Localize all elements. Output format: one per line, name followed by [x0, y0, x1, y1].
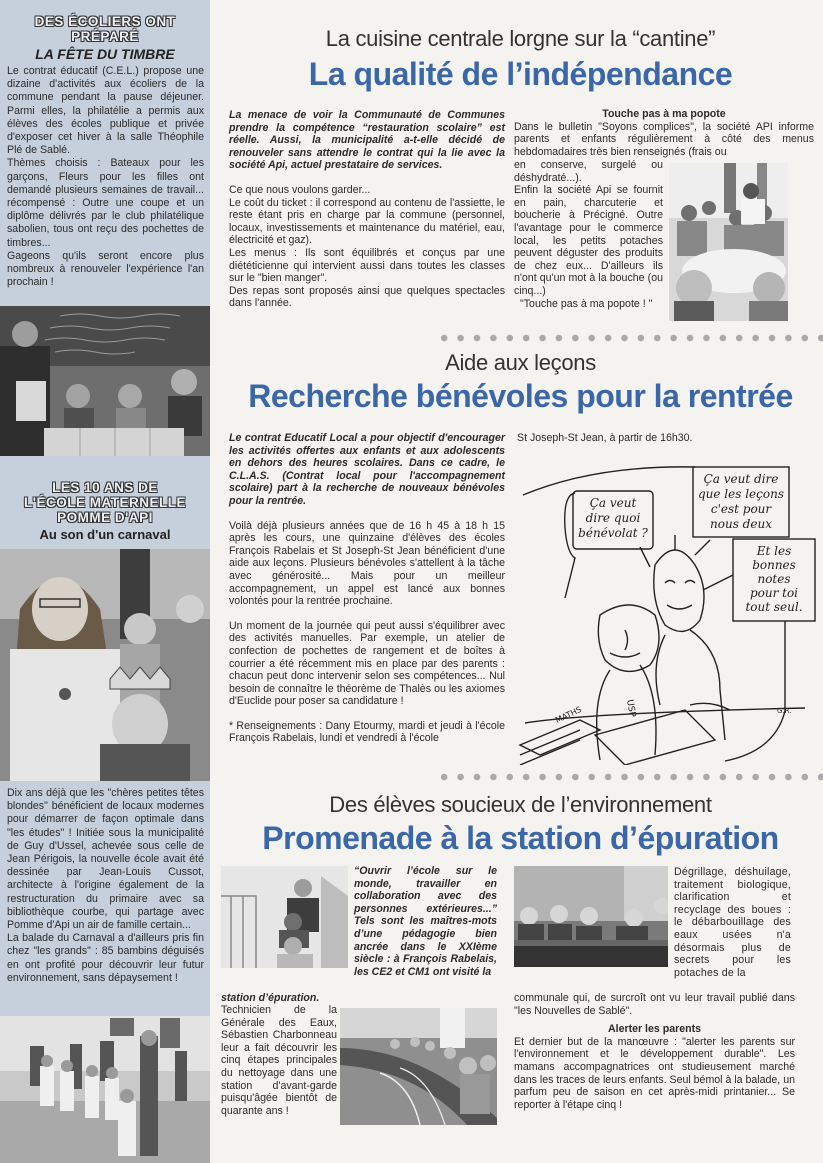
paragraph: Des repas sont proposés ainsi que quelques spectacles dans l'année.: [229, 284, 505, 310]
carnival-children-photo: [0, 549, 210, 781]
speech-bubble-text: que les leçons: [697, 487, 785, 501]
paragraph: Dix ans déjà que les "chères petites têtes blondes" bénéficient de locaux modernes pour démarrer de façon optimale dans "les études" ! Initiée sous la municipalité de Guy d'Ussel, achevée sous celle de Jean Périgois, la nouvelle école avait été dessinée par Jean-Louis Cussot, architecte à l'origine également de la restructuration du primaire avec sa bibliothèque courbe, qui partage avec Pomme d'Api un air de famille certain...: [7, 787, 204, 932]
sidebar-article-stamp-fair: [0, 0, 210, 289]
article-lead-continued: station d’épuration.: [221, 992, 320, 1004]
paragraph: Un moment de la journée qui peut aussi s'équilibrer avec des activités manuelles. Par exemple, un atelier de confection de pochettes de rangement et de boîtes à courrier a été récemment mis en place par des parents : chacun peut donc intervenir selon ses compétences... Nul besoin de connaître le théorème de Thalès ou les axiomes d'Euclide pour poser sa candidature !: [229, 619, 505, 708]
paragraph: Ce que nous voulons garder...: [229, 183, 371, 196]
article-left-column: [229, 432, 505, 745]
article-right-column: [514, 108, 814, 158]
speech-bubble-text: tout seul.: [745, 600, 803, 614]
article-kicker: Aide aux leçons: [445, 350, 596, 375]
sidebar-article-title-line: PRÉPARÉ: [71, 29, 139, 44]
sidebar-article-subtitle: Au son d'un carnaval: [39, 527, 171, 542]
article-left-column: [221, 992, 497, 1005]
speech-bubble-text: bénévolat ?: [578, 526, 648, 540]
speech-bubble-text: Ça veut dire: [703, 472, 779, 486]
paragraph: en conserve, surgelé ou déshydraté...).: [514, 159, 663, 184]
paragraph: Enfin la société Api se fournit en pain, charcuterie et boucherie à Précigné. Outre l'avantage pour le commerce local, les petits potaches peuvent déguster des produits de chez eux... D'ailleurs ils n'ont qu'un mot à la bouche (ou cinq...): [514, 184, 663, 297]
sidebar-article-body: [0, 784, 210, 985]
article-lead: Le contrat Educatif Local a pour objectif d'encourager les activités offertes aux enfants et aux adolescents en dehors des heures scolaires. Dans ce cadre, le C.L.A.S. (Contrat local pour l'accompagnement scolaire) part à la recherche de nouveaux bénévoles pour la rentrée.: [229, 432, 505, 507]
article-subhead: Touche pas à ma popote: [602, 108, 726, 120]
sidebar: [0, 0, 210, 1163]
cartoon-illustration: [515, 455, 820, 765]
article-headline: La qualité de l’indépendance: [308, 56, 733, 92]
article-left-wrap-column: [221, 1004, 337, 1117]
speech-bubble-text: Et les: [756, 544, 792, 558]
speech-bubble-text: dire quoi: [585, 511, 641, 525]
teacher-and-students-on-stairs-photo: [221, 866, 348, 968]
shirt-text: USP: [624, 698, 637, 718]
article-left-column: [229, 109, 505, 310]
book-label: MATHS: [554, 704, 583, 725]
paragraph: Le coût du ticket : il correspond au contenu de l'assiette, le reste étant pris en charge par la commune (personnel, locaux, investissements et maintenance du matériel, eau, électricité et gaz).: [229, 196, 505, 247]
sidebar-article-title-line: LES 10 ANS DE: [52, 480, 158, 495]
students-at-water-tank-photo: [514, 866, 668, 967]
paragraph: communale qui, de surcroît ont vu leur travail publié dans "les Nouvelles de Sablé".: [514, 992, 795, 1017]
paragraph: Dans le bulletin "Soyons complices", la société API informe parents et enfants régulièrement à côté des menus hebdomadaires très bien renseignés (frais ou: [514, 120, 814, 158]
paragraph: Dégrillage, déshuilage, traitement biologique, clarification et recyclage des boues : le débarbouillage des eaux usées n'a désormais plus de secrets pour les potaches de la: [674, 866, 791, 979]
paragraph: Les menus : Ils sont équilibrés et conçus par une diététicienne qui intervient aussi dans toutes les classes sur le "bien manger".: [229, 246, 505, 285]
paragraph: Thèmes choisis : Bateaux pour les garçons, Fleurs pour les filles ont demandé plusieurs semaines de travail... récompensé : Outre une coupe et un diplôme délivrés par le club philatélique sabolien, tous ont reçu des pochettes de timbres...: [7, 157, 204, 249]
article-right-wrap-column: [674, 866, 791, 979]
section-divider: [436, 773, 823, 781]
speech-bubble-text: notes: [757, 572, 791, 586]
article-headline: Promenade à la station d’épuration: [262, 820, 779, 856]
paragraph: Technicien de la Générale des Eaux, Sébastien Charbonneau leur a fait découvrir les cinq étapes principales du nettoyage dans une station d'avant-garde puisqu'âgée bientôt de quarante ans !: [221, 1004, 337, 1117]
paragraph: * Renseignements : Dany Etourmy, mardi et jeudi à l'école François Rabelais, lundi et vendredi à l'école: [229, 719, 505, 745]
article-subhead: Alerter les parents: [607, 1023, 702, 1036]
speech-bubble-text: bonnes: [752, 558, 796, 572]
sidebar-article-body: [0, 62, 210, 289]
artist-signature: G.R.: [777, 707, 792, 715]
article-lead: “Ouvrir l’école sur le monde, travailler en collaboration avec des personnes extérieures...” Tels sont les maîtres-mots d’une pédagogie bien ancrée dans le XXIème siècle : à François Rabelais, les CE2 et CM1 ont visité la: [354, 865, 497, 978]
article-right-column: [514, 992, 795, 1111]
sidebar-article-title-line: POMME D'API: [57, 510, 153, 525]
paragraph: Et dernier but de la manœuvre : "alerter les parents sur l'environnement et le développement durable". Les mamans accompagnatrices ont studieusement marché dans les traces de leurs enfants. Seul bémol à la balade, un parfum peu de saison en cet après-midi printanier... Se reporter à l'étape cinq !: [514, 1035, 795, 1111]
paragraph: St Joseph-St Jean, à partir de 16h30.: [517, 432, 693, 444]
students-at-basin-railing-photo: [340, 1008, 497, 1125]
article-kicker: La cuisine centrale lorgne sur la “cantine”: [325, 26, 716, 51]
article-lead-column: [354, 865, 497, 978]
article-headline: Recherche bénévoles pour la rentrée: [248, 378, 793, 414]
paragraph: Le contrat éducatif (C.E.L.) propose une dizaine d'activités aux écoliers de la commune pendant la pause déjeuner. Parmi elles, la philatélie a permis aux élèves des écoles publique et privée d'exposer cet hiver à la salle Théophile Plé de Sablé.: [7, 65, 204, 157]
article-right-wrap-column: [514, 159, 663, 310]
section-divider: [436, 334, 823, 342]
speech-bubble-text: nous deux: [710, 517, 772, 531]
article-lead: La menace de voir la Communauté de Communes prendre la compétence “restauration scolaire” est réelle. Aussi, la municipalité a-t-elle décidé de renouveler sans attendre le contrat qui la lie avec la société Api, actuel prestataire de services.: [229, 109, 505, 172]
sidebar-article-subtitle: LA FÊTE DU TIMBRE: [35, 46, 175, 62]
speech-bubble-text: pour toi: [749, 586, 799, 600]
article-right-column: [517, 432, 817, 445]
sidebar-article-title-line: L'ÉCOLE MATERNELLE: [24, 495, 186, 510]
quote: "Touche pas à ma popote ! ": [520, 297, 653, 310]
paragraph: Voilà déjà plusieurs années que de 16 h 45 à 18 h 15 après les cours, une quinzaine d'élèves des écoles François Rabelais et St Joseph-St Jean bénéficient d'une aide aux leçons. Plusieurs bénévoles s'attellent à la tâche avec générosité... Mais pour un meilleur accompagnement, un appel est lancé aux bonnes volontés pour la rentrée prochaine.: [229, 519, 505, 608]
classroom-stamp-exhibition-photo: [0, 306, 210, 456]
carnival-parade-photo: [0, 1016, 210, 1163]
paragraph: Gageons qu'ils seront encore plus nombreux à renouveler l'expérience l'an prochain !: [7, 249, 204, 289]
canteen-children-photo: [669, 163, 788, 321]
speech-bubble-text: c'est pour: [710, 502, 772, 516]
speech-bubble-text: Ça veut: [589, 496, 637, 510]
main-content: [218, 0, 823, 1163]
article-kicker: Des élèves soucieux de l’environnement: [329, 792, 712, 817]
paragraph: La balade du Carnaval a d'ailleurs pris fin chez "les grands" : 85 bambins déguisés en ont profité pour découvrir leur futur environnement, sans dépaysement !: [7, 932, 204, 984]
sidebar-article-title-line: DES ÉCOLIERS ONT: [34, 14, 176, 29]
